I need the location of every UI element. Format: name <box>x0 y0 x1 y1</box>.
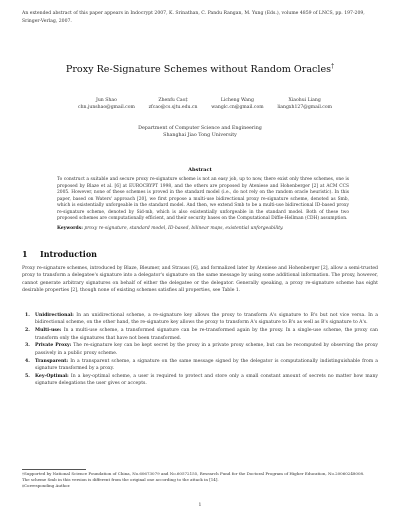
author-name: Jun Shao <box>96 98 117 103</box>
author-email: chn.junshao@gmail.com <box>78 104 135 110</box>
footnotes <box>22 471 378 489</box>
list-item <box>22 373 378 388</box>
item-name: Transparent: <box>35 358 69 364</box>
section-number: 1 <box>22 249 28 259</box>
item-name: Private Proxy: <box>35 343 72 349</box>
abstract-body: To construct a suitable and secure proxy re-signature scheme is not an easy job, up to now, there exist only three schemes, one is proposed by Blaze et al. [6] at EUROCRYPT 1998, and the others are proposed by Ateniese and Hohenberger [2] at ACM CCS 2005. However, none of these schemes is proved in the standard model (i.e., do not rely on the random oracle heuristic). In this paper, based on Waters' approach [20], we first propose a multi-use bidirectional proxy re-signature scheme, denoted as Smb, which is existentially unforgeable in the standard model. And then, we extend Smb to be a multi-use bidirectional ID-based proxy re-signature scheme, denoted by Sid-mb, which is also existentially unforgeable in the standard model. Both of these two proposed schemes are computationally efficient, and their security bases on the Computational Diffie-Hellman (CDH) assumption. <box>57 177 349 221</box>
university: Shanghai Jiao Tong University <box>163 133 237 138</box>
footnote-divider <box>22 469 86 470</box>
author-email: zfcao@cs.sjtu.edu.cn <box>148 104 198 110</box>
keywords-text: proxy re-signature, standard model, ID-based, bilinear maps, existential unforgeability. <box>84 226 284 231</box>
author-email: liangxh127@gmail.com <box>277 104 332 110</box>
item-name: Unidirectional: <box>35 313 74 318</box>
title-footnote-mark: † <box>331 63 335 70</box>
item-number: 5. <box>25 373 30 379</box>
author-name: Xiaohui Liang <box>288 98 321 103</box>
header-note: An extended abstract of this paper appears in Indocrypt 2007, K. Srinathan, C. Pandu Rangan, M. Yung (Eds.), volume 4859 of LNCS, pp. 197-209, Sringer-Verlag, 2007. <box>22 11 365 24</box>
item-number: 3. <box>25 343 30 349</box>
list-item <box>22 342 378 357</box>
author <box>149 98 198 111</box>
section-heading <box>22 249 97 259</box>
item-text: In a transparent scheme, a signature on the same message signed by the delegator is computationally indistinguishable from a signature transformed by a proxy. <box>35 358 378 372</box>
page-number: 1 <box>198 503 202 508</box>
item-text: In a multi-use scheme, a transformed signature can be re-transformed again by the proxy. In a single-use scheme, the proxy can transform only the signatures that have not been transformed. <box>35 328 378 341</box>
intro-paragraph: Proxy re-signature schemes, introduced by Blaze, Bleumer, and Strauss [6], and formalized later by Ateniese and Hohenberger [2], allow a semi-trusted proxy to transform a delegatee's signature into a delegator's signature on the same message by using some additional information. The proxy, however, cannot generate arbitrary signatures on behalf of either the delegatee or the delegator. Generally speaking, a proxy re-signature scheme has eight desirable properties [2], though none of existing schemes satisfies all properties, see Table 1. <box>22 266 378 294</box>
author-name: Licheng Wang <box>220 98 254 103</box>
list-item <box>22 358 378 373</box>
item-name: Key-Optimal: <box>35 373 69 379</box>
abstract-heading: Abstract <box>188 167 212 173</box>
list-item <box>22 327 378 342</box>
item-text: The re-signature key can be kept secret by the proxy in a private proxy scheme, but can be recomputed by observing the proxy passively in a public proxy scheme. <box>35 343 378 356</box>
title-text: Proxy Re-Signature Schemes without Random Oracles <box>65 64 332 76</box>
item-number: 1. <box>25 313 30 318</box>
footnote: †Supported by National Science Foundation of China, No.60673079 and No.60572155, Research Fund for the Doctoral Program of Higher Education, No.20060248008. <box>22 471 365 476</box>
property-list <box>22 312 378 388</box>
author <box>211 98 263 111</box>
paper-title <box>0 63 400 75</box>
footnote: ‡Corresponding Author. <box>22 483 71 488</box>
section-title: Introduction <box>40 249 97 259</box>
list-item <box>22 312 378 327</box>
keywords-label: Keywords: <box>57 226 83 231</box>
department: Department of Computer Science and Engineering <box>138 126 262 131</box>
keywords-line <box>57 226 349 233</box>
affiliation <box>0 125 400 139</box>
footnote: The scheme Smb in this version is different from the original one according to the attack in [14]. <box>22 477 219 482</box>
author-email: wanglc.cn@gmail.com <box>211 104 264 110</box>
item-number: 2. <box>25 328 30 334</box>
author-list <box>78 98 332 111</box>
author <box>78 98 135 111</box>
item-text: In an unidirectional scheme, a re-signature key allows the proxy to transform A's signature to B's but not vice versa. In a bidirectional scheme, on the other hand, the re-signature key allows the proxy to transform A's signature to B's as well as B's signature to A's. <box>35 313 378 326</box>
author <box>277 98 332 111</box>
item-text: In a key-optimal scheme, a user is required to protect and store only a small constant amount of secrets no matter how many signature delegations the user gives or accepts. <box>35 373 378 387</box>
item-name: Multi-use: <box>35 328 62 334</box>
author-name: Zhenfu Cao‡ <box>158 98 188 103</box>
item-number: 4. <box>25 358 30 364</box>
